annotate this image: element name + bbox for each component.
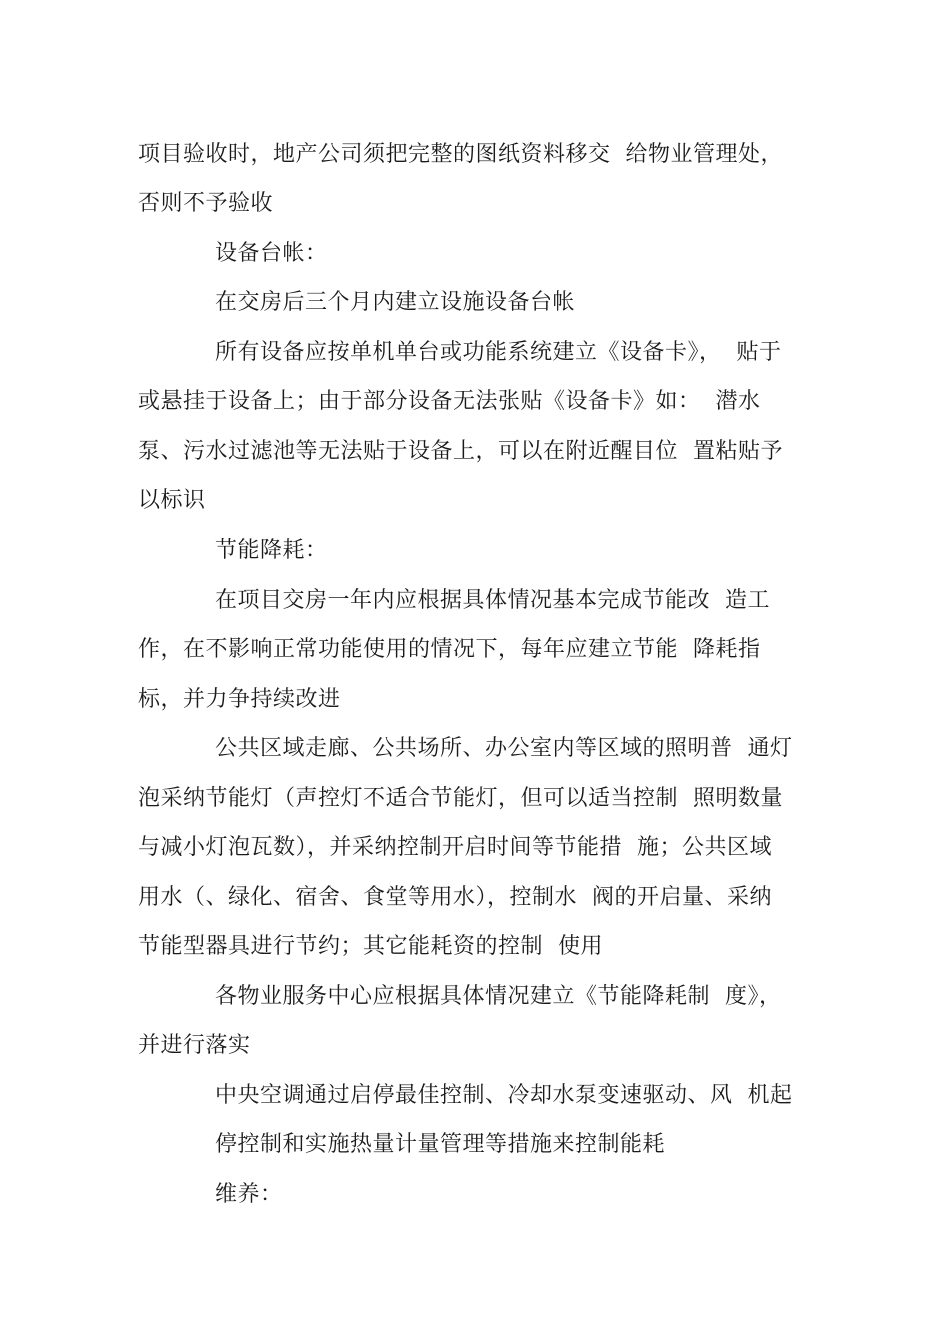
text-line-10: 在项目交房一年内应根据具体情况基本完成节能改 造工: [215, 588, 770, 613]
text-line-5: 所有设备应按单机单台或功能系统建立《设备卡》， 贴于: [215, 340, 782, 365]
section-heading-energy-saving: 节能降耗：: [215, 538, 328, 563]
text-line-19: 并进行落实: [138, 1033, 251, 1058]
text-line-20: 中央空调通过启停最佳控制、冷却水泵变速驱动、风 机起: [215, 1083, 793, 1108]
text-line-16: 用水（、绿化、宿舍、食堂等用水），控制水 阀的开启量、采纳: [138, 885, 772, 910]
text-line-1: 项目验收时，地产公司须把完整的图纸资料移交 给物业管理处，: [138, 142, 783, 167]
text-line-13: 公共区域走廊、公共场所、办公室内等区域的照明普 通灯: [215, 736, 793, 761]
text-line-14: 泡采纳节能灯（声控灯不适合节能灯，但可以适当控制 照明数量: [138, 786, 783, 811]
text-line-7: 泵、污水过滤池等无法贴于设备上，可以在附近醒目位 置粘贴予: [138, 439, 783, 464]
text-line-8: 以标识: [138, 488, 206, 513]
text-line-2: 否则不予验收: [138, 191, 274, 216]
text-line-17: 节能型器具进行节约；其它能耗资的控制 使用: [138, 934, 603, 959]
section-heading-maintenance: 维养：: [215, 1182, 283, 1207]
text-line-6: 或悬挂于设备上；由于部分设备无法张贴《设备卡》如： 潜水: [138, 389, 761, 414]
text-line-11: 作，在不影响正常功能使用的情况下，每年应建立节能 降耗指: [138, 637, 761, 662]
section-heading-equipment-ledger: 设备台帐：: [215, 241, 328, 266]
text-line-18: 各物业服务中心应根据具体情况建立《节能降耗制 度》，: [215, 984, 782, 1009]
text-line-15: 与减小灯泡瓦数），并采纳控制开启时间等节能措 施；公共区域: [138, 835, 772, 860]
text-line-12: 标，并力争持续改进: [138, 687, 341, 712]
text-line-21: 停控制和实施热量计量管理等措施来控制能耗: [215, 1132, 666, 1157]
text-line-4: 在交房后三个月内建立设施设备台帐: [215, 290, 576, 315]
